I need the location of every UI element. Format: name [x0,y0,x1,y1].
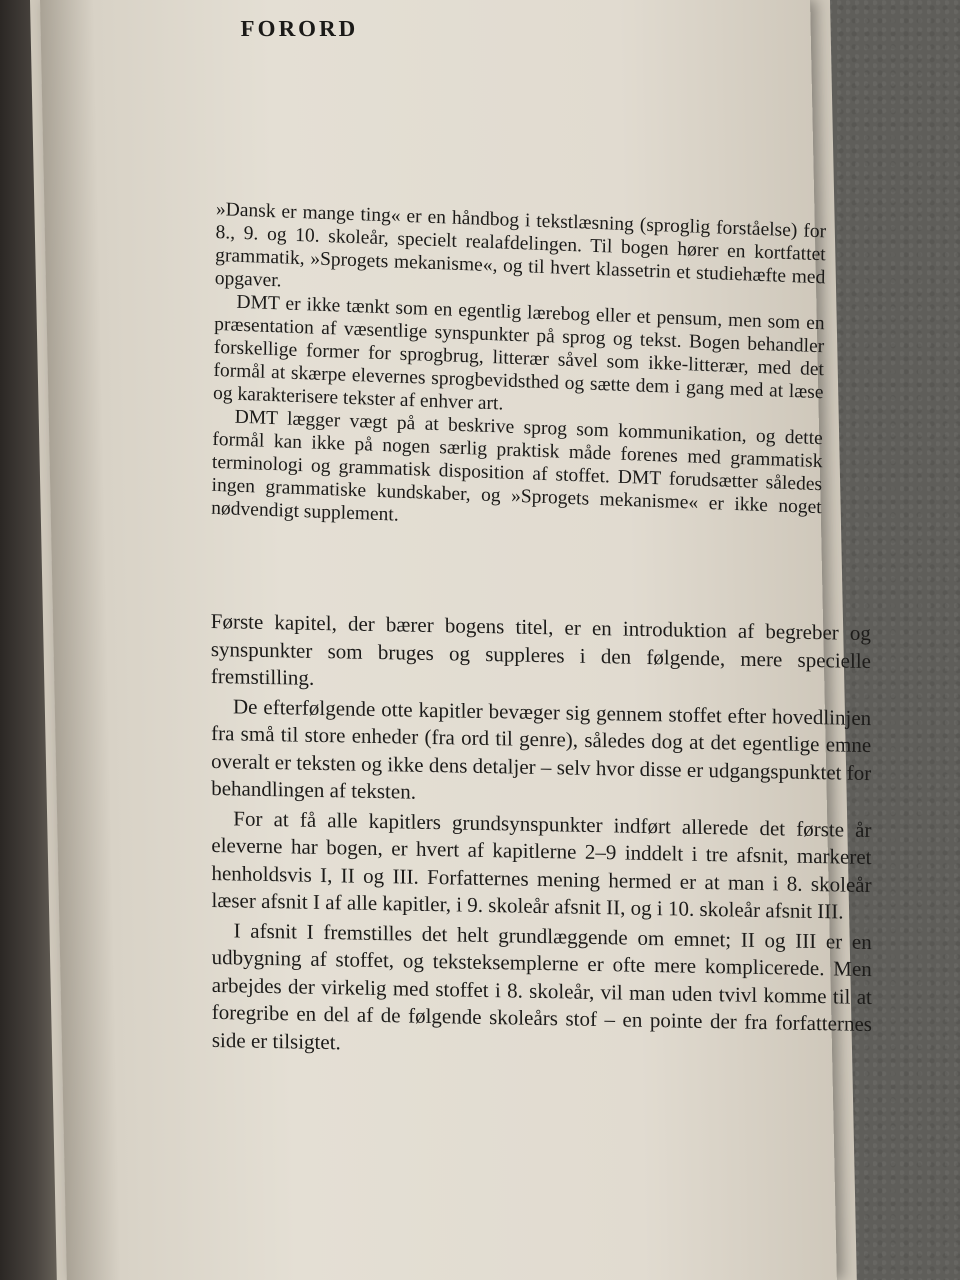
paragraph: DMT er ikke tænkt som en egentlig lærebog eller et pensum, men som en præsentation af væsentlige synspunkter på sprog og tekst. Bogen behandler forskellige former for sprogbrug, litterær såvel som ikke-litterær, med det formål at skærpe elevernes sprogbevidsthed og sætte dem i gang med at læse og karakterisere tekster af enhver art. [212,291,825,415]
paragraph: I afsnit I fremstilles det helt grundlæggende om emnet; II og III er en udbygning af stoffet, og teksteksemplerne er ofte mere komplicerede. Men arbejdes der virkelig med stoffet i 8. skoleår, vil man uden tvivl komme til at foregribe en del af de følgende skoleårs stof – en pointe der fra forfatternes side er tilsigtet. [211,917,872,1054]
paragraph: DMT lægger vægt på at beskrive sprog som kommunikation, og dette formål kan ikke på nogen særlig praktisk måde forenes med grammatisk terminologi og grammatisk disposition af stoffet. DMT forudsætter således ingen grammatiske kundskaber, og »Sprogets mekanisme« er ikke noget nødvendigt supplement. [211,406,823,526]
page-heading: FORORD [240,16,359,41]
paragraph: Første kapitel, der bærer bogens titel, er en introduktion af begreber og synspunkter som bruges og suppleres i den følgende, mere specielle fremstilling. [210,608,872,690]
paragraph: »Dansk er mange ting« er en håndbog i tekstlæsning (sproglig forståelse) for 8., 9. og 10. skoleår, specielt realafdelingen. Til bogen hører en kortfattet grammatik, »Sprogets mekanisme«, og til hvert klassetrin et studiehæfte med opgaver. [214,198,827,292]
paragraph: De efterfølgende otte kapitler bevæger sig gennem stoffet efter hovedlinjen fra små til store enheder (fra ord til genre), således dog at det egentlige emne overalt er teksten og ikke dens detaljer – selv hvor disse er udgangspunktet for behandlingen af teksten. [211,693,872,804]
paragraph: For at få alle kapitlers grundsynspunkter indført allerede det første år eleverne har bogen, er hvert af kapitlerne 2–9 inddelt i tre afsnit, markeret henholdsvis I, II og III. Forfatternes mening hermed er at man i 8. skoleår læser afsnit I af alle kapitler, i 9. skoleår afsnit II, og i 10. skoleår afsnit III. [211,805,872,924]
structure-section [211,608,872,1066]
book-page [40,0,872,1280]
intro-section [211,198,826,542]
